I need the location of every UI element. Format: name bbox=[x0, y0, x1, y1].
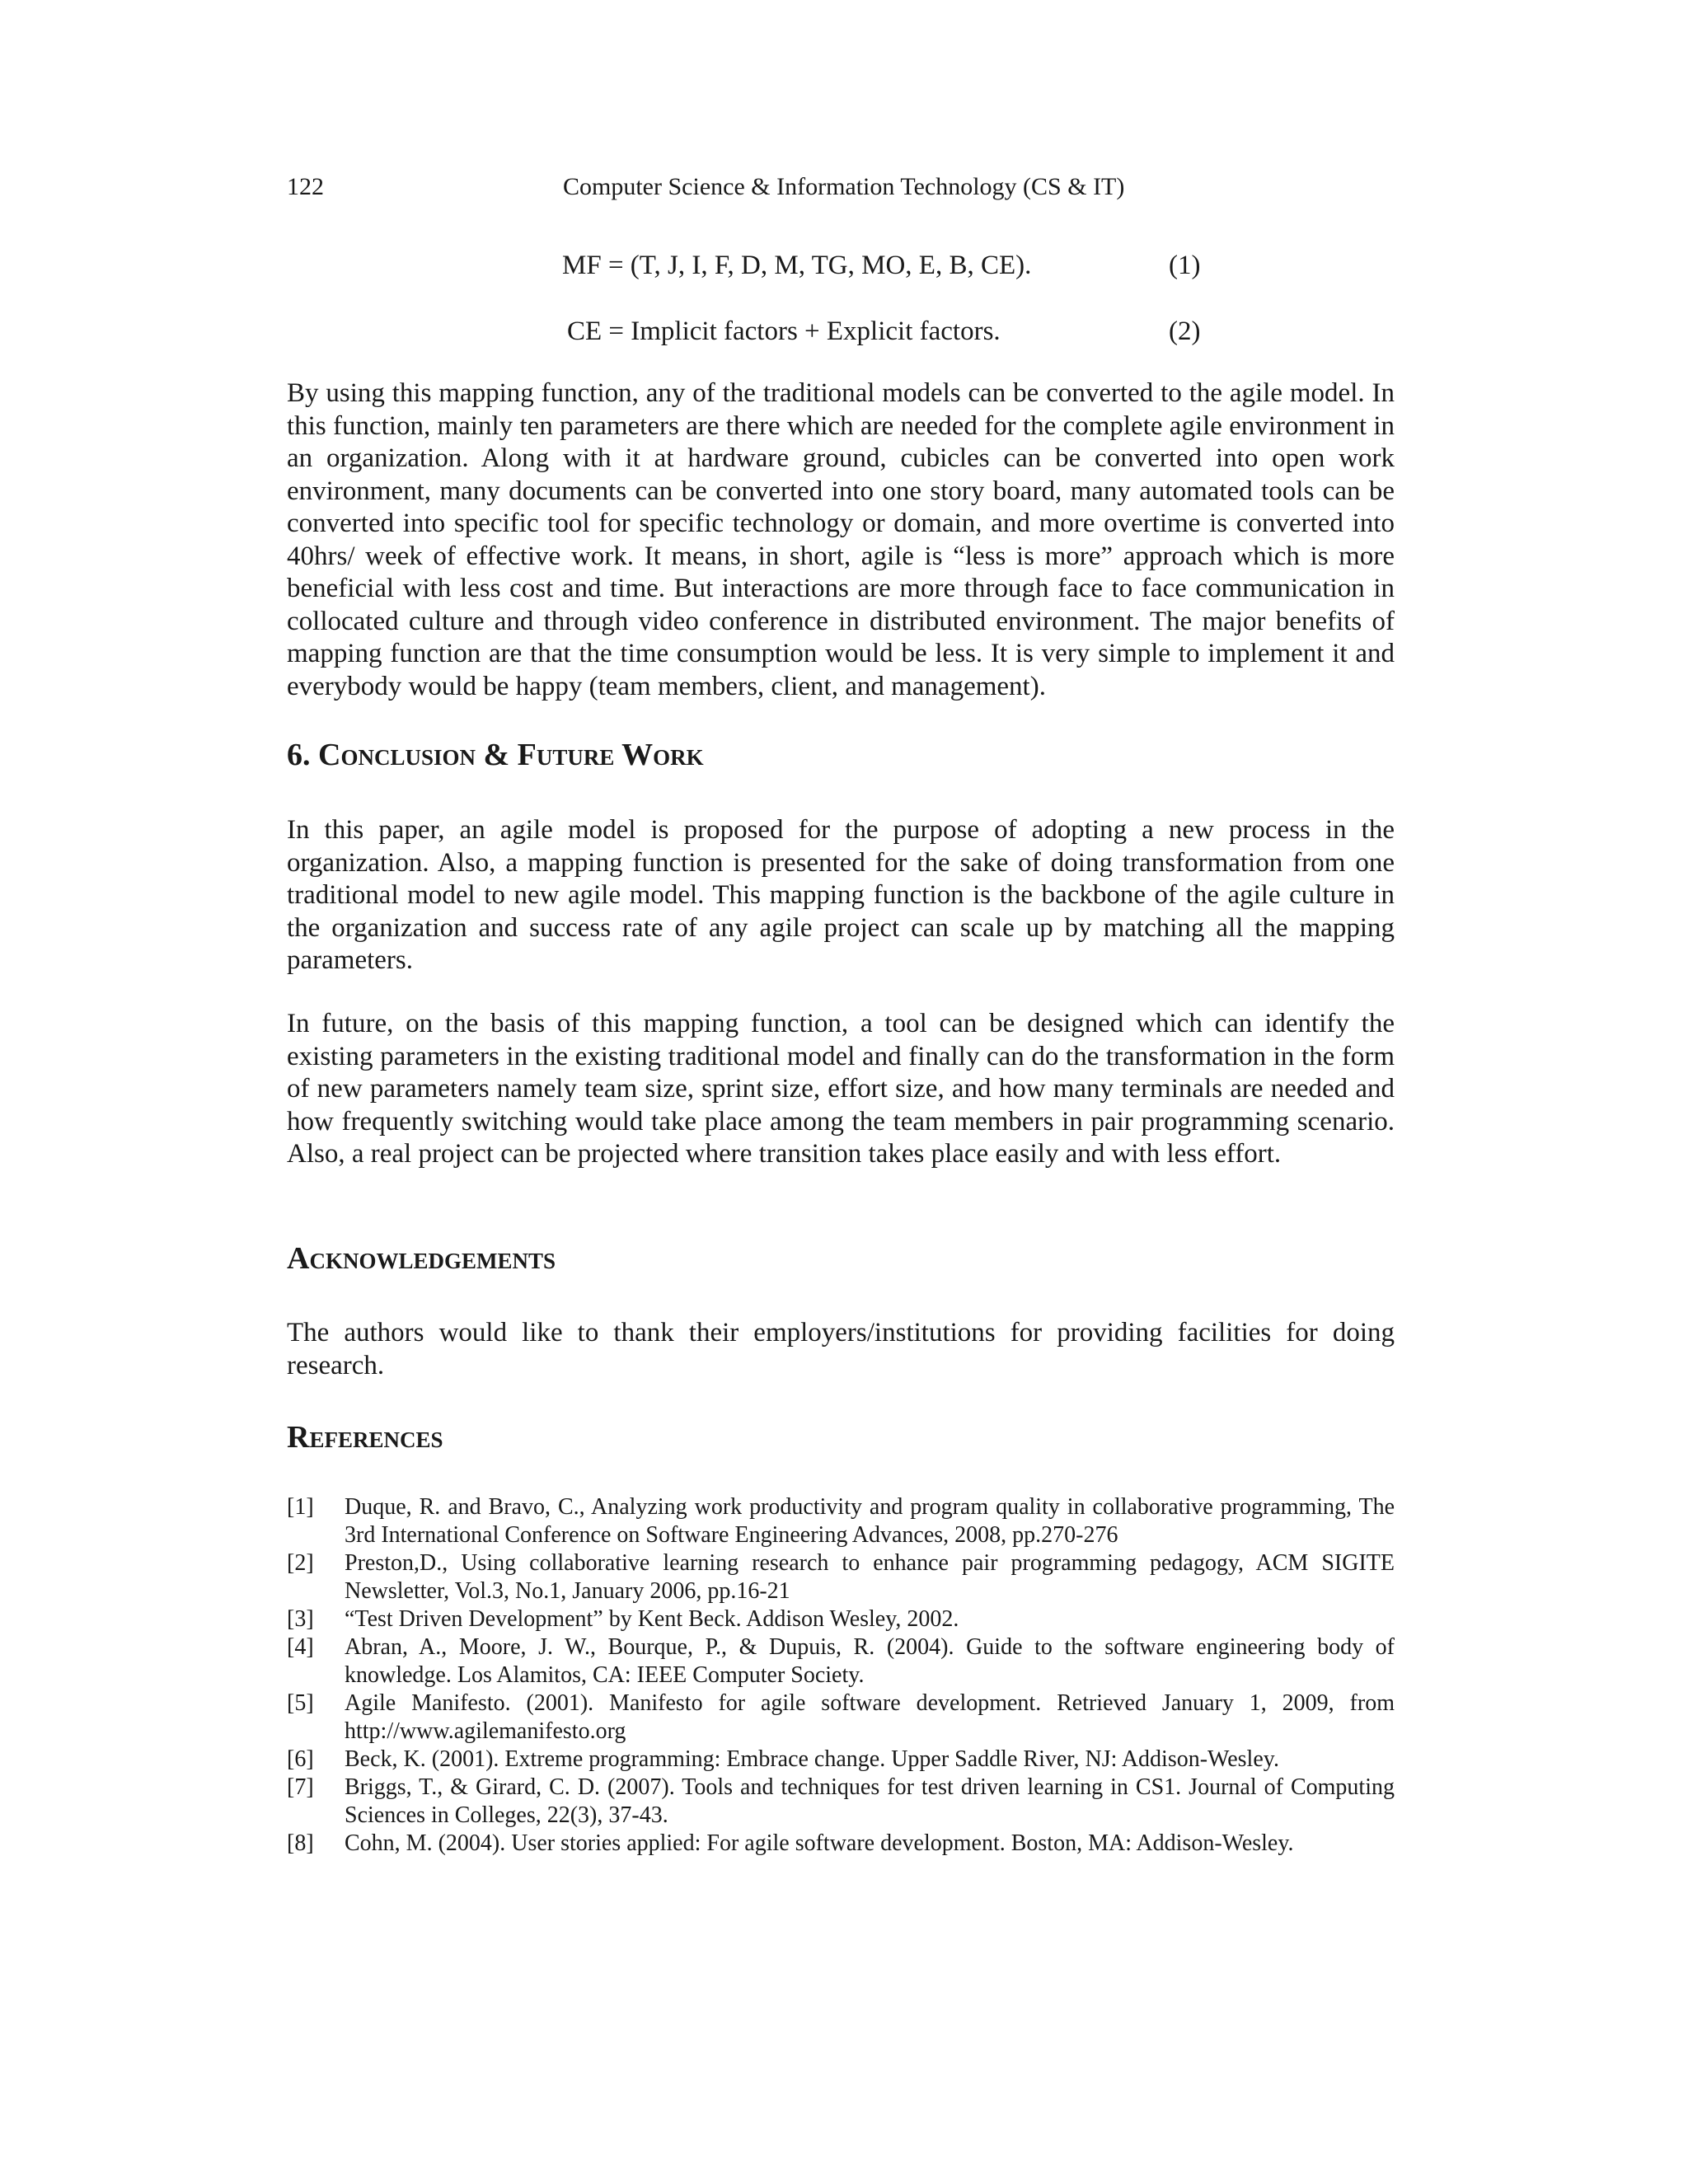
references-title: References bbox=[287, 1420, 443, 1455]
reference-item bbox=[287, 1690, 1395, 1746]
reference-label: [1] bbox=[287, 1494, 314, 1520]
reference-label: [3] bbox=[287, 1606, 314, 1632]
reference-text: Preston,D., Using collaborative learning research to enhance pair programming pedagogy, ACM SIGITE Newsletter, Vol.3, No.1, January 2006, pp.16-21 bbox=[345, 1550, 1395, 1604]
reference-text: Agile Manifesto. (2001). Manifesto for agile software development. Retrieved January 1, 2009, from http://www.agilemanifesto.org bbox=[345, 1690, 1395, 1744]
reference-label: [8] bbox=[287, 1830, 314, 1856]
reference-label: [5] bbox=[287, 1690, 314, 1716]
equation-1-text: MF = (T, J, I, F, D, M, TG, MO, E, B, CE). bbox=[562, 251, 1032, 280]
section-number: 6. bbox=[287, 738, 311, 772]
equation-2 bbox=[287, 313, 1395, 349]
reference-item bbox=[287, 1633, 1395, 1690]
acknowledgements-paragraph: The authors would like to thank their employers/institutions for providing facilities for doing research. bbox=[287, 1318, 1395, 1380]
reference-list bbox=[287, 1493, 1395, 1858]
reference-item bbox=[287, 1605, 1395, 1633]
page-number: 122 bbox=[287, 173, 324, 200]
reference-text: Briggs, T., & Girard, C. D. (2007). Tools and techniques for test driven learning in CS1. Journal of Computing Sciences in Colleges, 22(3), 37-43. bbox=[345, 1774, 1395, 1828]
reference-label: [2] bbox=[287, 1550, 314, 1576]
reference-item bbox=[287, 1746, 1395, 1774]
equation-2-number: (2) bbox=[1169, 316, 1201, 346]
reference-label: [4] bbox=[287, 1634, 314, 1660]
equation-1 bbox=[287, 247, 1395, 284]
reference-item bbox=[287, 1493, 1395, 1549]
section-title: Conclusion & Future Work bbox=[318, 738, 704, 772]
reference-item bbox=[287, 1774, 1395, 1830]
reference-text: Abran, A., Moore, J. W., Bourque, P., & Dupuis, R. (2004). Guide to the software engineering body of knowledge. Los Alamitos, CA: IEEE Computer Society. bbox=[345, 1634, 1395, 1688]
reference-text: Duque, R. and Bravo, C., Analyzing work productivity and program quality in collaborative programming, The 3rd International Conference on Software Engineering Advances, 2008, pp.270-276 bbox=[345, 1494, 1395, 1548]
section-heading-conclusion bbox=[287, 735, 704, 775]
acknowledgements-title: Acknowledgements bbox=[287, 1241, 556, 1276]
reference-text: “Test Driven Development” by Kent Beck. Addison Wesley, 2002. bbox=[345, 1606, 959, 1632]
journal-title: Computer Science & Information Technology (CS & IT) bbox=[563, 173, 1125, 200]
reference-item bbox=[287, 1830, 1395, 1858]
running-header bbox=[287, 171, 1395, 204]
reference-item bbox=[287, 1549, 1395, 1605]
intro-paragraph: By using this mapping function, any of the traditional models can be converted to the agile model. In this function, mainly ten parameters are there which are needed for the complete agile environment in an organization. Along with it at hardware ground, cubicles can be converted into open work environment, many documents can be converted into one story board, many automated tools can be converted into specific tool for specific technology or domain, and more overtime is converted into 40hrs/ week of effective work. It means, in short, agile is “less is more” approach which is more beneficial with less cost and time. But interactions are more through face to face communication in collocated culture and through video conference in distributed environment. The major benefits of mapping function are that the time consumption would be less. It is very simple to implement it and everybody would be happy (team members, client, and management). bbox=[287, 378, 1395, 701]
reference-text: Beck, K. (2001). Extreme programming: Embrace change. Upper Saddle River, NJ: Addison-Wesley. bbox=[345, 1746, 1279, 1772]
reference-text: Cohn, M. (2004). User stories applied: For agile software development. Boston, MA: Addison-Wesley. bbox=[345, 1830, 1294, 1856]
acknowledgements-heading bbox=[287, 1239, 556, 1278]
conclusion-paragraph-1: In this paper, an agile model is proposed for the purpose of adopting a new process in the organization. Also, a mapping function is presented for the sake of doing transformation from one traditional model to new agile model. This mapping function is the backbone of the agile culture in the organization and success rate of any agile project can scale up by matching all the mapping parameters. bbox=[287, 815, 1395, 975]
conclusion-paragraph-2: In future, on the basis of this mapping function, a tool can be designed which can identify the existing parameters in the existing traditional model and finally can do the transformation in the form of new parameters namely team size, sprint size, effort size, and how many terminals are needed and how frequently switching would take place among the team members in pair programming scenario. Also, a real project can be projected where transition takes place easily and with less effort. bbox=[287, 1009, 1395, 1169]
reference-label: [7] bbox=[287, 1774, 314, 1800]
reference-label: [6] bbox=[287, 1746, 314, 1772]
equation-2-text: CE = Implicit factors + Explicit factors. bbox=[567, 316, 1001, 346]
equation-1-number: (1) bbox=[1169, 251, 1201, 280]
references-heading bbox=[287, 1418, 443, 1457]
